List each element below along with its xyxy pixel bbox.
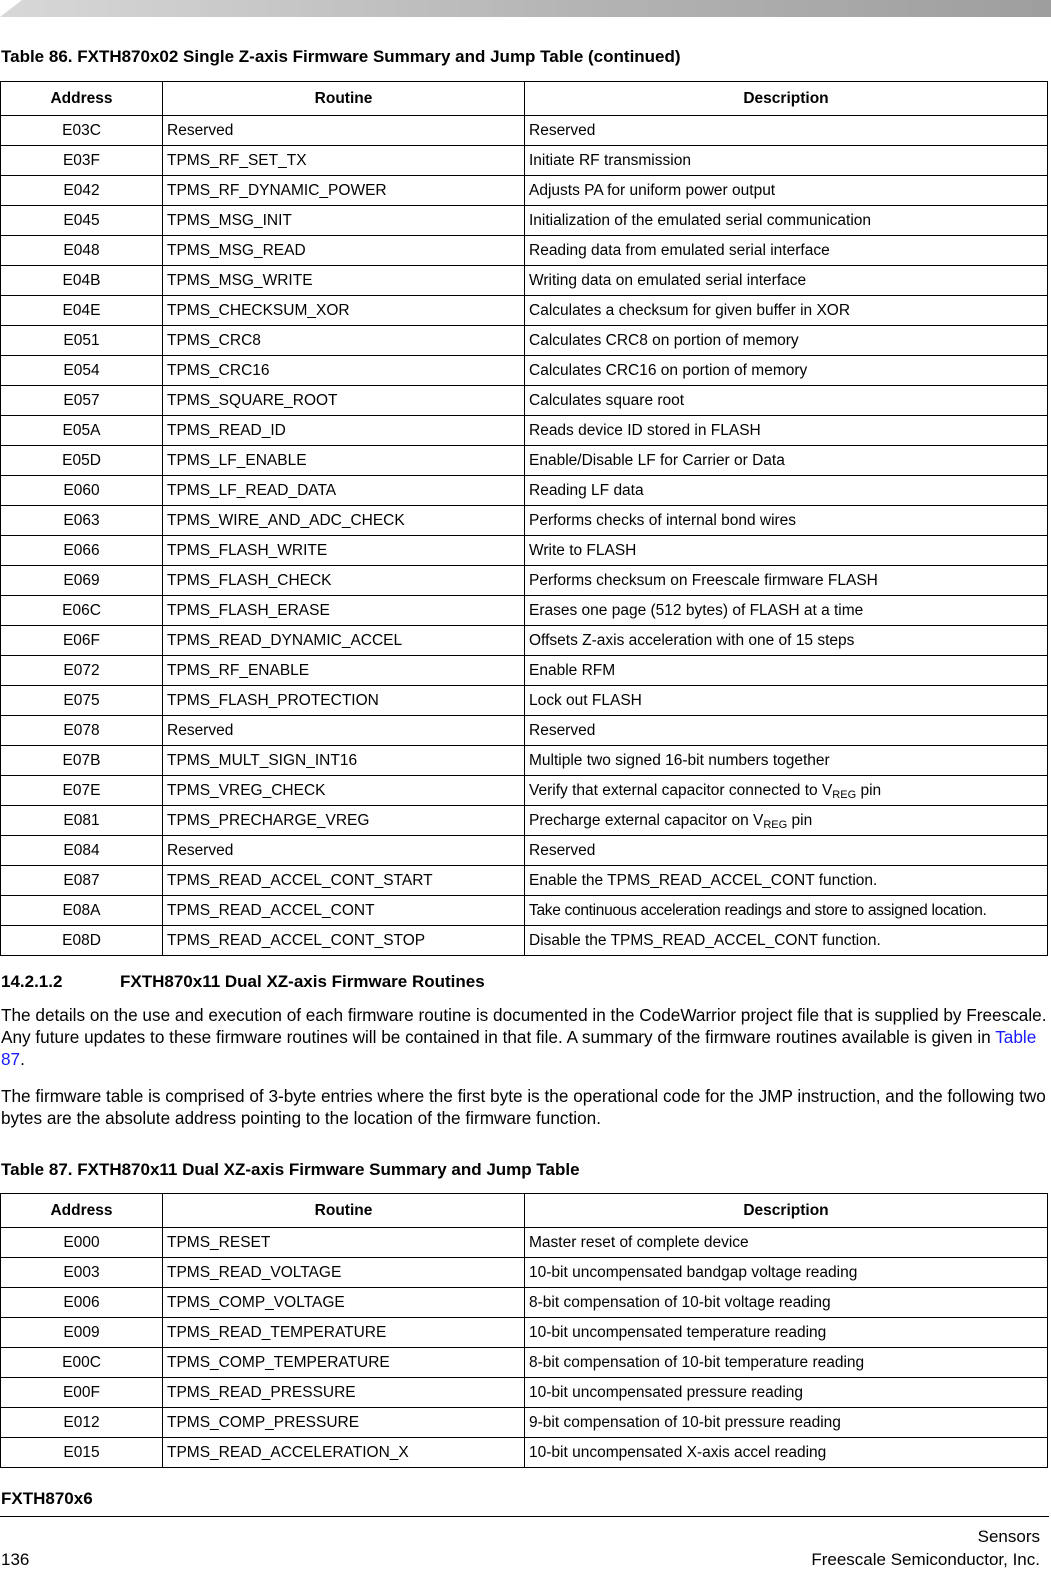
paragraph-2: The firmware table is comprised of 3-byte entries where the first byte is the operational code for the JMP instruction, and the following two bytes are the absolute address pointing to the location of the firmware function.	[1, 1086, 1046, 1128]
cell-routine: TPMS_FLASH_PROTECTION	[163, 686, 525, 716]
cell-routine: TPMS_RF_DYNAMIC_POWER	[163, 176, 525, 206]
table-row	[1, 1378, 1048, 1408]
cell-address: E075	[1, 686, 163, 716]
cell-address: E045	[1, 206, 163, 236]
cell-address: E06F	[1, 626, 163, 656]
table-row	[1, 866, 1048, 896]
cell-description: 8-bit compensation of 10-bit voltage reading	[525, 1288, 1048, 1318]
paragraph-1-text: The details on the use and execution of each firmware routine is documented in the CodeWarrior project file that is supplied by Freescale. Any future updates to these firmware routines will be contained in that file. A summary of the firmware routines available is given in	[1, 1005, 1047, 1047]
table-row	[1, 386, 1048, 416]
cell-address: E003	[1, 1258, 163, 1288]
cell-description: 10-bit uncompensated bandgap voltage reading	[525, 1258, 1048, 1288]
cell-address: E078	[1, 716, 163, 746]
cell-description: Reading LF data	[525, 476, 1048, 506]
column-header-description: Description	[525, 82, 1048, 116]
table-row	[1, 926, 1048, 956]
cell-description: Adjusts PA for uniform power output	[525, 176, 1048, 206]
table-row	[1, 536, 1048, 566]
table87	[0, 1193, 1048, 1468]
cell-address: E084	[1, 836, 163, 866]
cell-address: E054	[1, 356, 163, 386]
section-heading	[1, 972, 485, 992]
section-number: 14.2.1.2	[1, 972, 63, 991]
cell-routine: TPMS_RESET	[163, 1228, 525, 1258]
table86	[0, 81, 1048, 956]
cell-routine: TPMS_FLASH_ERASE	[163, 596, 525, 626]
table-row	[1, 686, 1048, 716]
cell-routine: TPMS_READ_PRESSURE	[163, 1378, 525, 1408]
footer-divider	[0, 1516, 1049, 1517]
table-row	[1, 716, 1048, 746]
cell-address: E08A	[1, 896, 163, 926]
cell-description: Calculates CRC16 on portion of memory	[525, 356, 1048, 386]
cell-address: E072	[1, 656, 163, 686]
footer-company: Freescale Semiconductor, Inc.	[811, 1550, 1040, 1569]
footer-category: Sensors	[977, 1527, 1040, 1546]
table-row	[1, 446, 1048, 476]
cell-description: Enable the TPMS_READ_ACCEL_CONT function.	[525, 866, 1048, 896]
cell-description: Reserved	[525, 716, 1048, 746]
table87-link[interactable]: Table 87	[1, 1027, 1037, 1069]
cell-address: E063	[1, 506, 163, 536]
cell-routine: TPMS_VREG_CHECK	[163, 776, 525, 806]
table-row	[1, 476, 1048, 506]
table-row	[1, 1438, 1048, 1468]
table-row	[1, 836, 1048, 866]
cell-description: 10-bit uncompensated pressure reading	[525, 1378, 1048, 1408]
table-row	[1, 206, 1048, 236]
table-row	[1, 806, 1048, 836]
cell-routine: TPMS_COMP_VOLTAGE	[163, 1288, 525, 1318]
cell-address: E00F	[1, 1378, 163, 1408]
cell-description: 8-bit compensation of 10-bit temperature reading	[525, 1348, 1048, 1378]
cell-address: E05D	[1, 446, 163, 476]
table-row	[1, 326, 1048, 356]
cell-routine: TPMS_READ_TEMPERATURE	[163, 1318, 525, 1348]
cell-routine: Reserved	[163, 716, 525, 746]
column-header-address: Address	[1, 1194, 163, 1228]
cell-routine: TPMS_SQUARE_ROOT	[163, 386, 525, 416]
cell-description: Writing data on emulated serial interface	[525, 266, 1048, 296]
column-header-address: Address	[1, 82, 163, 116]
cell-address: E087	[1, 866, 163, 896]
cell-address: E057	[1, 386, 163, 416]
cell-routine: TPMS_CHECKSUM_XOR	[163, 296, 525, 326]
cell-address: E04E	[1, 296, 163, 326]
cell-address: E081	[1, 806, 163, 836]
paragraph-1-end: .	[20, 1049, 25, 1069]
cell-description: 10-bit uncompensated temperature reading	[525, 1318, 1048, 1348]
table-row	[1, 1348, 1048, 1378]
cell-address: E009	[1, 1318, 163, 1348]
cell-address: E006	[1, 1288, 163, 1318]
table-row	[1, 1258, 1048, 1288]
table-row	[1, 656, 1048, 686]
cell-description: Reserved	[525, 836, 1048, 866]
table-header-row	[1, 82, 1048, 116]
cell-description: Precharge external capacitor on $V_{REG}$ pin	[525, 806, 1048, 836]
cell-routine: TPMS_LF_ENABLE	[163, 446, 525, 476]
cell-routine: TPMS_RF_SET_TX	[163, 146, 525, 176]
cell-description: Enable RFM	[525, 656, 1048, 686]
cell-description: Reserved	[525, 116, 1048, 146]
cell-address: E015	[1, 1438, 163, 1468]
cell-description: Initiate RF transmission	[525, 146, 1048, 176]
cell-description: Initialization of the emulated serial communication	[525, 206, 1048, 236]
header-decoration-bar	[0, 0, 1051, 20]
cell-routine: TPMS_READ_VOLTAGE	[163, 1258, 525, 1288]
page-number: 136	[1, 1550, 30, 1569]
cell-routine: TPMS_READ_ACCEL_CONT_STOP	[163, 926, 525, 956]
cell-address: E07E	[1, 776, 163, 806]
table-row	[1, 596, 1048, 626]
cell-routine: TPMS_COMP_TEMPERATURE	[163, 1348, 525, 1378]
table-row	[1, 176, 1048, 206]
cell-routine: TPMS_READ_DYNAMIC_ACCEL	[163, 626, 525, 656]
cell-routine: Reserved	[163, 836, 525, 866]
cell-routine: TPMS_READ_ACCEL_CONT	[163, 896, 525, 926]
paragraph-1	[1, 1004, 1047, 1070]
cell-routine: TPMS_MSG_READ	[163, 236, 525, 266]
cell-routine: TPMS_CRC16	[163, 356, 525, 386]
cell-routine: TPMS_CRC8	[163, 326, 525, 356]
column-header-routine: Routine	[163, 1194, 525, 1228]
cell-routine: TPMS_WIRE_AND_ADC_CHECK	[163, 506, 525, 536]
table-row	[1, 1318, 1048, 1348]
cell-description: Write to FLASH	[525, 536, 1048, 566]
cell-routine: TPMS_READ_ID	[163, 416, 525, 446]
cell-address: E08D	[1, 926, 163, 956]
cell-address: E000	[1, 1228, 163, 1258]
column-header-description: Description	[525, 1194, 1048, 1228]
table86-title: Table 86. FXTH870x02 Single Z-axis Firmware Summary and Jump Table (continued)	[1, 47, 681, 66]
cell-address: E07B	[1, 746, 163, 776]
cell-routine: TPMS_READ_ACCEL_CONT_START	[163, 866, 525, 896]
cell-address: E04B	[1, 266, 163, 296]
table-row	[1, 236, 1048, 266]
cell-address: E05A	[1, 416, 163, 446]
cell-description: Verify that external capacitor connected to $V_{REG}$ pin	[525, 776, 1048, 806]
cell-routine: TPMS_LF_READ_DATA	[163, 476, 525, 506]
cell-description: Disable the TPMS_READ_ACCEL_CONT function.	[525, 926, 1048, 956]
cell-description: Calculates square root	[525, 386, 1048, 416]
cell-description: Performs checksum on Freescale firmware FLASH	[525, 566, 1048, 596]
table87-title: Table 87. FXTH870x11 Dual XZ-axis Firmware Summary and Jump Table	[1, 1160, 580, 1179]
table-row	[1, 416, 1048, 446]
cell-description: Multiple two signed 16-bit numbers together	[525, 746, 1048, 776]
table-row	[1, 356, 1048, 386]
cell-routine: TPMS_RF_ENABLE	[163, 656, 525, 686]
cell-description: Performs checks of internal bond wires	[525, 506, 1048, 536]
cell-address: E060	[1, 476, 163, 506]
cell-address: E048	[1, 236, 163, 266]
table-header-row	[1, 1194, 1048, 1228]
cell-routine: TPMS_MULT_SIGN_INT16	[163, 746, 525, 776]
cell-description: Offsets Z-axis acceleration with one of 15 steps	[525, 626, 1048, 656]
cell-address: E051	[1, 326, 163, 356]
cell-address: E042	[1, 176, 163, 206]
cell-description: Enable/Disable LF for Carrier or Data	[525, 446, 1048, 476]
column-header-routine: Routine	[163, 82, 525, 116]
cell-address: E00C	[1, 1348, 163, 1378]
table-row	[1, 776, 1048, 806]
cell-routine: TPMS_FLASH_CHECK	[163, 566, 525, 596]
cell-routine: TPMS_FLASH_WRITE	[163, 536, 525, 566]
cell-address: E066	[1, 536, 163, 566]
table-row	[1, 116, 1048, 146]
table-row	[1, 1408, 1048, 1438]
cell-routine: TPMS_READ_ACCELERATION_X	[163, 1438, 525, 1468]
cell-address: E06C	[1, 596, 163, 626]
cell-routine: TPMS_MSG_INIT	[163, 206, 525, 236]
cell-routine: Reserved	[163, 116, 525, 146]
cell-description: Reads device ID stored in FLASH	[525, 416, 1048, 446]
table-row	[1, 896, 1048, 926]
table-row	[1, 266, 1048, 296]
cell-description: Lock out FLASH	[525, 686, 1048, 716]
section-title: FXTH870x11 Dual XZ-axis Firmware Routines	[120, 972, 485, 991]
table-row	[1, 146, 1048, 176]
cell-address: E03F	[1, 146, 163, 176]
table-row	[1, 746, 1048, 776]
table-row	[1, 566, 1048, 596]
cell-address: E03C	[1, 116, 163, 146]
cell-address: E012	[1, 1408, 163, 1438]
cell-description: Calculates a checksum for given buffer in XOR	[525, 296, 1048, 326]
cell-description: Master reset of complete device	[525, 1228, 1048, 1258]
footer-document-title: FXTH870x6	[1, 1489, 93, 1508]
cell-description: 10-bit uncompensated X-axis accel reading	[525, 1438, 1048, 1468]
table-row	[1, 1228, 1048, 1258]
cell-routine: TPMS_COMP_PRESSURE	[163, 1408, 525, 1438]
table-row	[1, 626, 1048, 656]
cell-description: Reading data from emulated serial interface	[525, 236, 1048, 266]
table-row	[1, 1288, 1048, 1318]
cell-routine: TPMS_MSG_WRITE	[163, 266, 525, 296]
cell-address: E069	[1, 566, 163, 596]
table-row	[1, 506, 1048, 536]
cell-routine: TPMS_PRECHARGE_VREG	[163, 806, 525, 836]
cell-description: Calculates CRC8 on portion of memory	[525, 326, 1048, 356]
cell-description: Erases one page (512 bytes) of FLASH at a time	[525, 596, 1048, 626]
table-row	[1, 296, 1048, 326]
cell-description: Take continuous acceleration readings and store to assigned location.	[525, 896, 1048, 926]
cell-description: 9-bit compensation of 10-bit pressure reading	[525, 1408, 1048, 1438]
